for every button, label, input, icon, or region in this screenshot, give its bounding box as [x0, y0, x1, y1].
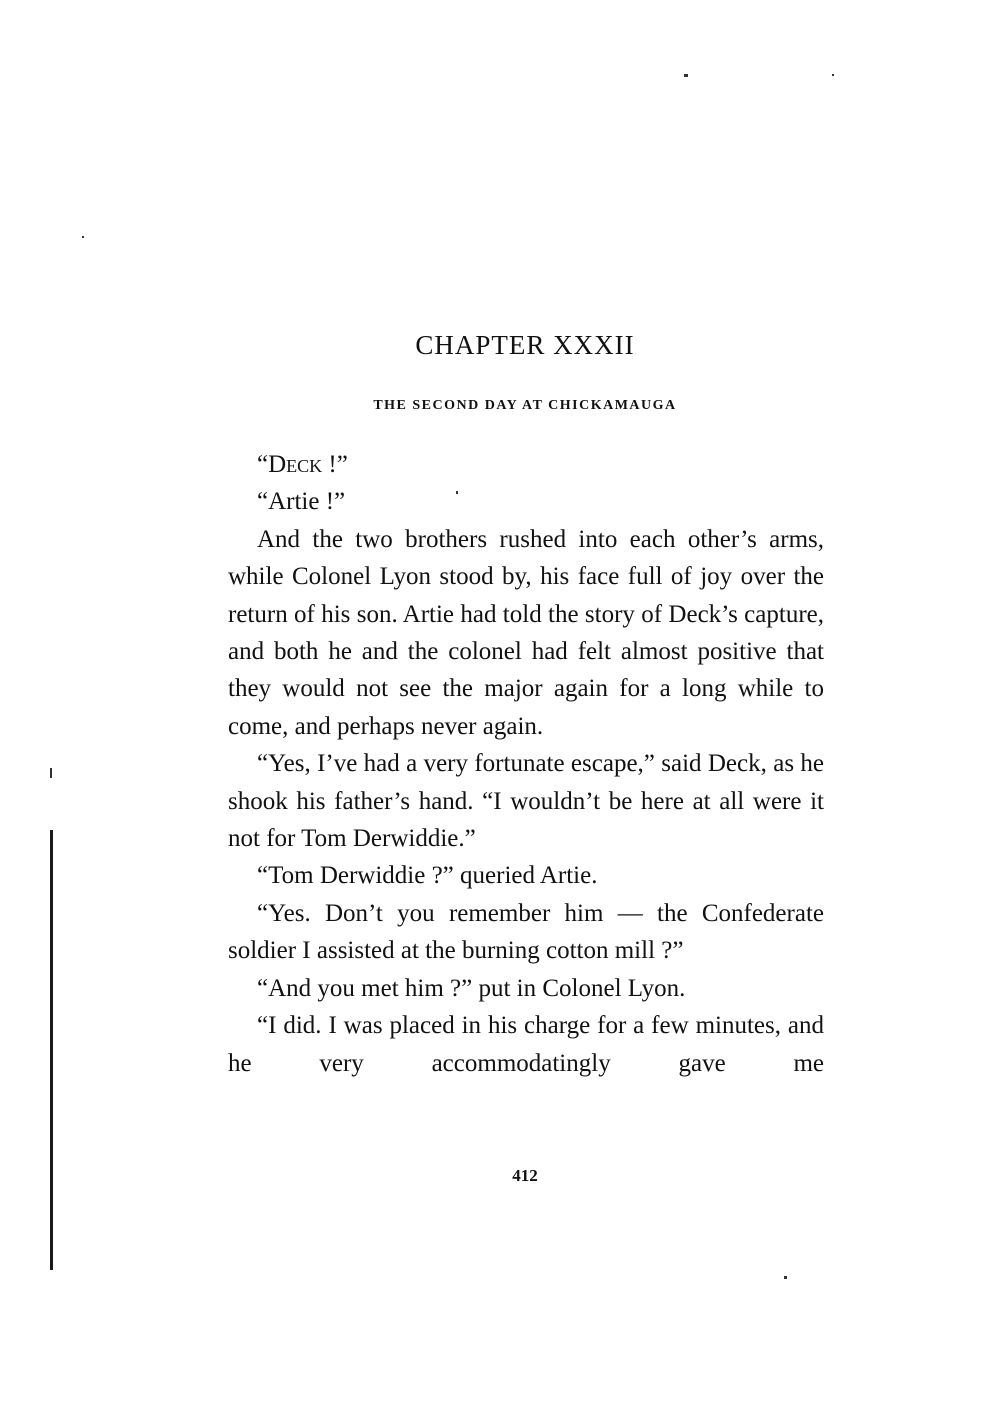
scan-speck: [82, 236, 84, 238]
scan-speck: [832, 74, 834, 76]
page-number: 412: [512, 1166, 538, 1185]
paragraph: “Tom Derwiddie ?” queried Artie.: [257, 862, 598, 890]
paragraph: “Artie !”: [257, 488, 346, 516]
paragraph: And the two brothers rushed into each other’s arms, while Colonel Lyon stood by, his face full of joy over the return of his son. Artie had told the story of Deck’s capture, and both he and the colonel had felt almost positive that they would not see the major again for a long while to come, and perhaps never again.: [228, 525, 824, 740]
chapter-subtitle: THE SECOND DAY AT CHICKAMAUGA: [373, 398, 677, 413]
paragraph: “I did. I was placed in his charge for a few minutes, and he very accommodatingly gave me: [228, 1012, 824, 1077]
paragraph: “Yes. Don’t you remember him — the Confederate soldier I assisted at the burning cotton mill ?”: [228, 899, 824, 965]
scan-speck: [50, 768, 52, 778]
body-text: [228, 446, 824, 1082]
scan-margin-line: [50, 830, 53, 1270]
speaker-name: Deck: [268, 451, 323, 478]
paragraph: “Deck !”: [257, 451, 348, 478]
chapter-title: CHAPTER XXXII: [415, 330, 635, 360]
scan-speck: [684, 74, 688, 77]
scan-speck: [784, 1276, 787, 1279]
paragraph: “And you met him ?” put in Colonel Lyon.: [257, 974, 686, 1002]
paragraph: “Yes, I’ve had a very fortunate escape,” said Deck, as he shook his father’s hand. “I wouldn’t be here at all were it not for Tom Derwiddie.”: [228, 750, 824, 853]
